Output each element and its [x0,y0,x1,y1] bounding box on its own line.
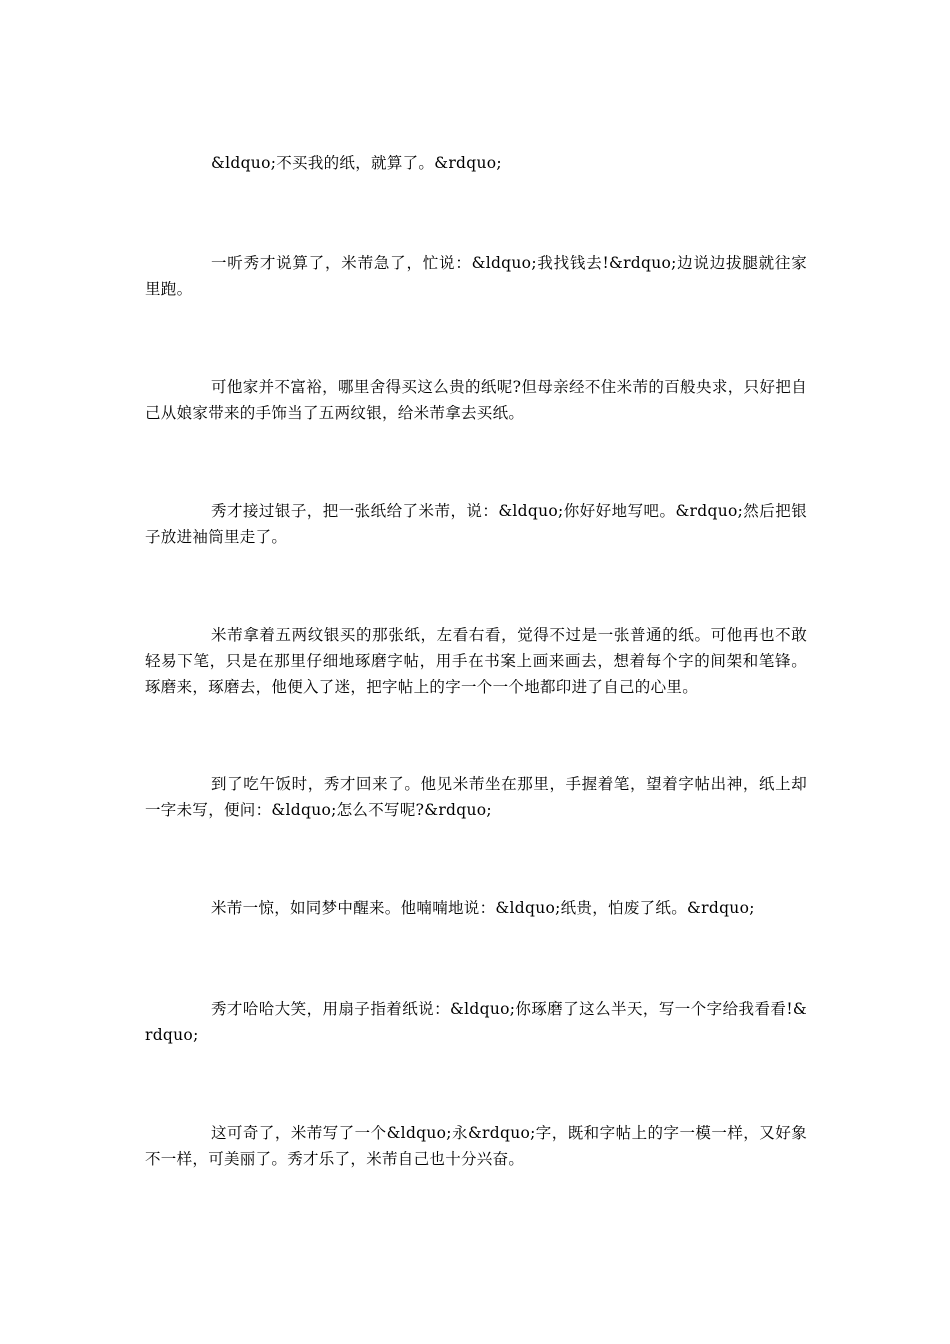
paragraph: 米芾拿着五两纹银买的那张纸，左看右看，觉得不过是一张普通的纸。可他再也不敢轻易下笔，只是在那里仔细地琢磨字帖，用手在书案上画来画去，想着每个字的间架和笔锋。琢磨来，琢磨去，他便入了迷，把字帖上的字一个一个地都印进了自己的心里。 [145,626,807,696]
paragraph: 这可奇了，米芾写了一个&ldquo;永&rdquo;字，既和字帖上的字一模一样，又好象不一样，可美丽了。秀才乐了，米芾自己也十分兴奋。 [145,1124,807,1168]
paragraph: 秀才哈哈大笑，用扇子指着纸说：&ldquo;你琢磨了这么半天，写一个字给我看看!&rdquo; [145,1000,807,1044]
paragraph: 一听秀才说算了，米芾急了，忙说：&ldquo;我找钱去!&rdquo;边说边拔腿就往家里跑。 [145,254,807,298]
paragraph: 可他家并不富裕，哪里舍得买这么贵的纸呢?但母亲经不住米芾的百般央求，只好把自己从娘家带来的手饰当了五两纹银，给米芾拿去买纸。 [145,378,807,422]
paragraph: 秀才接过银子，把一张纸给了米芾，说：&ldquo;你好好地写吧。&rdquo;然后把银子放进袖筒里走了。 [145,502,807,546]
paragraph: 米芾一惊，如同梦中醒来。他喃喃地说：&ldquo;纸贵，怕废了纸。&rdquo; [211,899,755,917]
paragraph: &ldquo;不买我的纸，就算了。&rdquo; [211,154,502,172]
paragraph: 到了吃午饭时，秀才回来了。他见米芾坐在那里，手握着笔，望着字帖出神，纸上却一字未写，便问：&ldquo;怎么不写呢?&rdquo; [145,775,807,819]
